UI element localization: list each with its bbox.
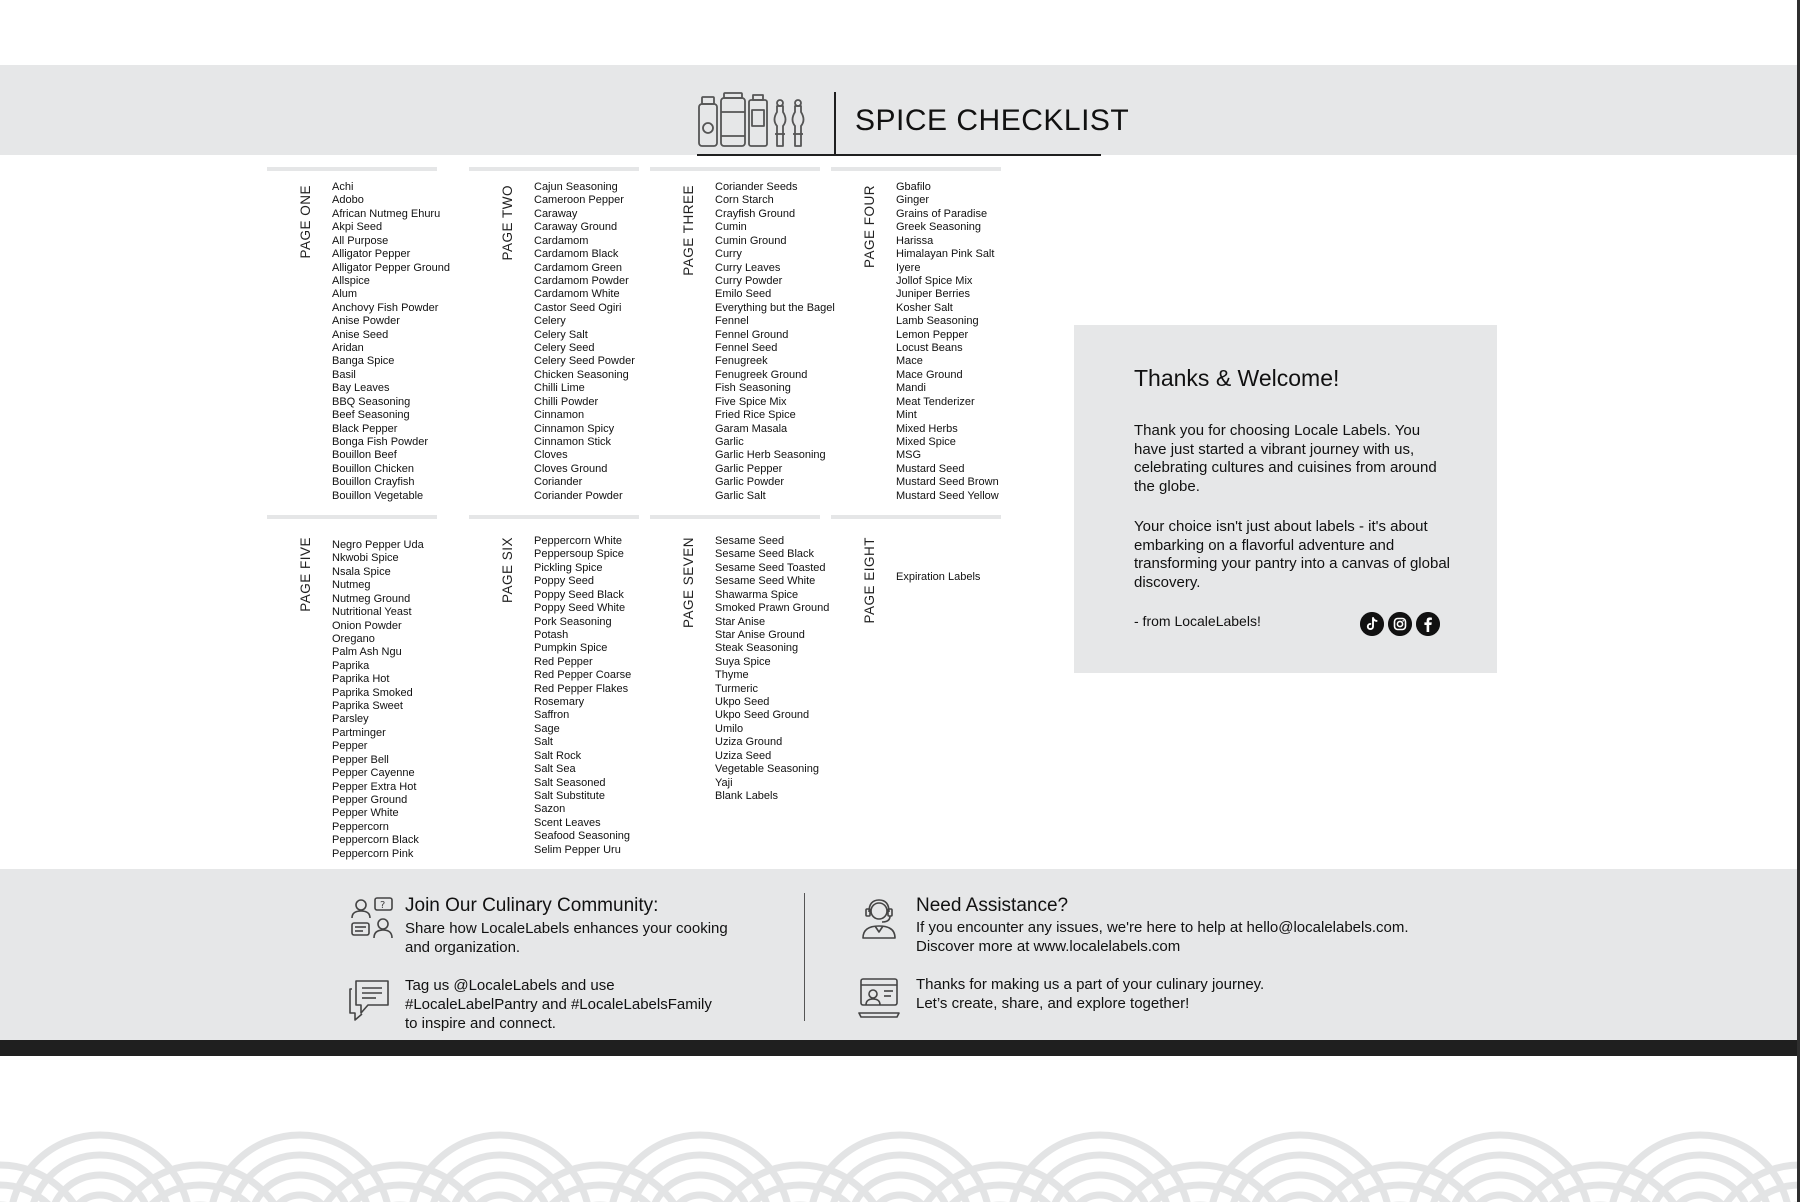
page-three-label: PAGE THREE bbox=[681, 185, 696, 276]
list-item: Nsala Spice bbox=[332, 565, 391, 578]
list-item: Cardamom Black bbox=[534, 248, 619, 261]
list-item: Ukpo Seed Ground bbox=[715, 709, 810, 722]
list-item: Poppy Seed White bbox=[534, 602, 626, 615]
header-underline bbox=[697, 154, 1101, 156]
list-item: Peppercorn White bbox=[534, 535, 623, 547]
wave-pattern bbox=[0, 1125, 1797, 1202]
list-item: Bouillon Vegetable bbox=[332, 489, 424, 502]
list-item: Chilli Powder bbox=[534, 395, 599, 408]
column-top-rule bbox=[650, 167, 820, 171]
thanks-card bbox=[1074, 325, 1497, 673]
list-item: Lamb Seasoning bbox=[896, 315, 979, 328]
list-item: Harissa bbox=[896, 234, 934, 247]
list-item: Cloves bbox=[534, 449, 568, 462]
list-item: Red Pepper Coarse bbox=[534, 669, 632, 682]
page-eight-label: PAGE EIGHT bbox=[862, 537, 877, 624]
assistance-line-2: Discover more at www.localelabels.com bbox=[916, 938, 1181, 955]
list-item: Celery bbox=[534, 315, 566, 328]
list-item: Juniper Berries bbox=[896, 288, 970, 301]
checklist-header bbox=[697, 92, 1130, 156]
support-headset-icon bbox=[857, 896, 903, 942]
thanks-paragraph-1: Thank you for choosing Locale Labels. You have just started a vibrant journey with us, celebrating cultures and cuisines from around the globe. bbox=[1134, 422, 1437, 495]
page-three-list bbox=[715, 181, 835, 503]
list-item: Red Pepper bbox=[534, 655, 593, 668]
list-item: Fish Seasoning bbox=[715, 382, 791, 395]
column-top-rule bbox=[831, 515, 1001, 519]
facebook-icon[interactable] bbox=[1416, 612, 1440, 636]
list-item: Anchovy Fish Powder bbox=[332, 301, 439, 314]
list-item: Smoked Prawn Ground bbox=[715, 602, 830, 615]
list-item: Crayfish Ground bbox=[715, 207, 796, 220]
page-six-label: PAGE SIX bbox=[500, 537, 515, 604]
list-item: Anise Powder bbox=[332, 315, 400, 328]
list-item: Uziza Ground bbox=[715, 736, 783, 749]
list-item: Coriander bbox=[534, 476, 583, 489]
page-two-list bbox=[534, 181, 635, 503]
list-item: Chicken Seasoning bbox=[534, 368, 629, 381]
list-item: Beef Seasoning bbox=[332, 409, 410, 422]
list-item: Paprika bbox=[332, 659, 370, 672]
list-item: Celery Seed Powder bbox=[534, 355, 635, 368]
list-item: Chilli Lime bbox=[534, 382, 585, 395]
list-item: Jollof Spice Mix bbox=[896, 274, 973, 287]
list-item: Salt Seasoned bbox=[534, 776, 606, 789]
list-item: Curry Leaves bbox=[715, 261, 781, 274]
header-divider bbox=[834, 92, 836, 154]
list-item: Blank Labels bbox=[715, 790, 778, 803]
list-item: Achi bbox=[332, 181, 354, 193]
column-top-rule bbox=[650, 515, 820, 519]
list-item: Thyme bbox=[715, 669, 749, 682]
list-item: Umilo bbox=[715, 722, 744, 735]
list-item: African Nutmeg Ehuru bbox=[332, 207, 441, 220]
list-item: Bay Leaves bbox=[332, 382, 390, 395]
list-item: Sage bbox=[534, 722, 560, 735]
page-two-label: PAGE TWO bbox=[500, 185, 515, 261]
list-item: Rosemary bbox=[534, 696, 585, 709]
list-item: Sesame Seed bbox=[715, 535, 785, 547]
list-item: Garlic Herb Seasoning bbox=[715, 449, 826, 462]
thanks-title: Thanks & Welcome! bbox=[1134, 365, 1340, 391]
assistance-thanks-line-1: Thanks for making us a part of your culinary journey. bbox=[916, 976, 1265, 993]
list-item: Star Anise bbox=[715, 615, 766, 628]
list-item: Salt bbox=[534, 736, 553, 749]
list-item: Fennel Seed bbox=[715, 342, 778, 355]
list-item: Celery Seed bbox=[534, 342, 595, 355]
page-eight-list bbox=[896, 571, 980, 584]
page-four-label: PAGE FOUR bbox=[862, 185, 877, 269]
list-item: Peppercorn bbox=[332, 820, 389, 833]
community-heading: Join Our Culinary Community: bbox=[405, 895, 659, 916]
spice-jars-icon bbox=[697, 92, 809, 148]
assistance-heading: Need Assistance? bbox=[916, 895, 1069, 916]
list-item: Pork Seasoning bbox=[534, 615, 612, 628]
list-item: Bouillon Crayfish bbox=[332, 476, 415, 489]
community-chat-icon bbox=[349, 896, 395, 942]
list-item: Castor Seed Ogiri bbox=[534, 301, 622, 314]
list-item: Cinnamon Spicy bbox=[534, 422, 615, 435]
list-item: Cumin Ground bbox=[715, 234, 787, 247]
list-item: Coriander Seeds bbox=[715, 181, 798, 193]
list-item: Garlic Powder bbox=[715, 476, 785, 489]
community-tag-line-3: to inspire and connect. bbox=[405, 1015, 556, 1032]
list-item: Curry bbox=[715, 248, 742, 261]
list-item: Saffron bbox=[534, 709, 570, 722]
list-item: Bonga Fish Powder bbox=[332, 436, 428, 449]
column-top-rule bbox=[469, 515, 639, 519]
assistance-line-1: If you encounter any issues, we're here to help at hello@localelabels.com. bbox=[916, 919, 1409, 936]
list-item: Garlic Salt bbox=[715, 489, 766, 502]
list-item: MSG bbox=[896, 449, 922, 462]
list-item: Mace bbox=[896, 355, 923, 368]
list-item: Cameroon Pepper bbox=[534, 194, 624, 207]
list-item: Celery Salt bbox=[534, 328, 588, 341]
list-item: Red Pepper Flakes bbox=[534, 682, 629, 695]
page-seven-list bbox=[715, 535, 829, 803]
list-item: Paprika Hot bbox=[332, 673, 390, 686]
list-item: Pepper Cayenne bbox=[332, 767, 415, 780]
list-item: Palm Ash Ngu bbox=[332, 646, 402, 659]
list-item: Salt Rock bbox=[534, 749, 582, 762]
page-title: SPICE CHECKLIST bbox=[855, 104, 1130, 137]
list-item: Aridan bbox=[332, 342, 364, 355]
page-six-list bbox=[534, 535, 631, 857]
list-item: Yaji bbox=[715, 776, 733, 789]
list-item: Cardamom White bbox=[534, 288, 620, 301]
list-item: Mustard Seed bbox=[896, 462, 965, 475]
list-item: Sesame Seed White bbox=[715, 575, 816, 588]
list-item: Banga Spice bbox=[332, 355, 395, 368]
list-item: Mustard Seed Brown bbox=[896, 476, 999, 489]
list-item: Five Spice Mix bbox=[715, 395, 787, 408]
list-item: Fried Rice Spice bbox=[715, 409, 796, 422]
list-item: Seafood Seasoning bbox=[534, 830, 631, 843]
svg-text:?: ? bbox=[380, 900, 386, 911]
list-item: Alum bbox=[332, 288, 358, 301]
list-item: Pepper White bbox=[332, 807, 399, 820]
list-item: Everything but the Bagel bbox=[715, 301, 835, 314]
instagram-icon[interactable] bbox=[1388, 612, 1412, 636]
list-item: Grains of Paradise bbox=[896, 207, 988, 220]
list-item: Pepper Bell bbox=[332, 753, 389, 766]
list-item: Shawarma Spice bbox=[715, 588, 799, 601]
list-item: Fenugreek Ground bbox=[715, 368, 808, 381]
list-item: Peppercorn Black bbox=[332, 834, 419, 847]
list-item: Cajun Seasoning bbox=[534, 181, 618, 193]
list-item: Cinnamon bbox=[534, 409, 585, 422]
list-item: Kosher Salt bbox=[896, 301, 953, 314]
list-item: Nkwobi Spice bbox=[332, 552, 399, 565]
list-item: Cardamom Powder bbox=[534, 274, 629, 287]
list-item: Potash bbox=[534, 628, 569, 641]
column-top-rule bbox=[831, 167, 1001, 171]
list-item: Pepper Ground bbox=[332, 794, 408, 807]
list-item: Ginger bbox=[896, 194, 930, 207]
list-item: Mace Ground bbox=[896, 368, 963, 381]
list-item: Nutmeg bbox=[332, 579, 371, 592]
list-item: Fennel bbox=[715, 315, 749, 328]
list-item: Alligator Pepper Ground bbox=[332, 261, 451, 274]
list-item: Meat Tenderizer bbox=[896, 395, 975, 408]
list-item: Coriander Powder bbox=[534, 489, 623, 502]
list-item: Cumin bbox=[715, 221, 747, 234]
list-item: Pepper bbox=[332, 740, 368, 753]
list-item: Pickling Spice bbox=[534, 561, 603, 574]
message-bubble-icon bbox=[346, 977, 392, 1023]
list-item: Himalayan Pink Salt bbox=[896, 248, 995, 261]
footer-black-bar bbox=[0, 1040, 1797, 1056]
page-four-list bbox=[896, 181, 999, 503]
list-item: Cardamom Green bbox=[534, 261, 623, 274]
list-item: Nutmeg Ground bbox=[332, 592, 411, 605]
column-top-rule bbox=[267, 515, 437, 519]
list-item: Cloves Ground bbox=[534, 462, 608, 475]
list-item: Ukpo Seed bbox=[715, 696, 770, 709]
list-item: Parsley bbox=[332, 713, 369, 726]
list-item: Anise Seed bbox=[332, 328, 389, 341]
list-item: Star Anise Ground bbox=[715, 628, 805, 641]
list-item: Scent Leaves bbox=[534, 816, 601, 829]
list-item: Sazon bbox=[534, 803, 566, 816]
list-item: Oregano bbox=[332, 632, 375, 645]
list-item: Vegetable Seasoning bbox=[715, 763, 819, 776]
list-item: Fennel Ground bbox=[715, 328, 789, 341]
list-item: Mixed Spice bbox=[896, 436, 956, 449]
list-item: Selim Pepper Uru bbox=[534, 843, 621, 856]
list-item: Peppersoup Spice bbox=[534, 548, 624, 561]
list-item: Lemon Pepper bbox=[896, 328, 969, 341]
list-item: Poppy Seed Black bbox=[534, 588, 624, 601]
list-item: Garlic bbox=[715, 436, 744, 449]
list-item: Nutritional Yeast bbox=[332, 606, 412, 619]
tiktok-icon[interactable] bbox=[1360, 612, 1384, 636]
list-item: All Purpose bbox=[332, 234, 389, 247]
community-line-1: Share how LocaleLabels enhances your cooking bbox=[405, 920, 728, 937]
list-item: Pumpkin Spice bbox=[534, 642, 608, 655]
list-item: Caraway Ground bbox=[534, 221, 618, 234]
page-seven-label: PAGE SEVEN bbox=[681, 537, 696, 629]
list-item: Curry Powder bbox=[715, 274, 783, 287]
community-tag-line-2: #LocaleLabelPantry and #LocaleLabelsFamily bbox=[405, 996, 712, 1013]
list-item: Cinnamon Stick bbox=[534, 436, 612, 449]
list-item: Peppercorn Pink bbox=[332, 847, 414, 860]
list-item: Alligator Pepper bbox=[332, 248, 411, 261]
list-item: Bouillon Beef bbox=[332, 449, 397, 462]
list-item: Negro Pepper Uda bbox=[332, 539, 424, 551]
list-item: Sesame Seed Toasted bbox=[715, 561, 826, 574]
list-item: Turmeric bbox=[715, 682, 758, 695]
thanks-signature: - from LocaleLabels! bbox=[1134, 613, 1261, 629]
list-item: Sesame Seed Black bbox=[715, 548, 815, 561]
list-item: Suya Spice bbox=[715, 655, 771, 668]
list-item: Allspice bbox=[332, 274, 370, 287]
social-links bbox=[1360, 612, 1440, 636]
list-item: Salt Substitute bbox=[534, 790, 605, 803]
list-item: Mandi bbox=[896, 382, 926, 395]
list-item: Fenugreek bbox=[715, 355, 768, 368]
list-item: Gbafilo bbox=[896, 181, 931, 193]
list-item: Greek Seasoning bbox=[896, 221, 981, 234]
list-item: Mixed Herbs bbox=[896, 422, 958, 435]
list-item: Adobo bbox=[332, 194, 364, 207]
list-item: Steak Seasoning bbox=[715, 642, 799, 655]
thanks-paragraph-2: Your choice isn't just about labels - it's about embarking on a flavorful adventure and transforming your pantry into a canvas of global discovery. bbox=[1134, 518, 1451, 591]
page-five-label: PAGE FIVE bbox=[298, 537, 313, 612]
list-item: Paprika Sweet bbox=[332, 700, 403, 713]
list-item: Onion Powder bbox=[332, 619, 402, 632]
community-tag-line-1: Tag us @LocaleLabels and use bbox=[405, 977, 615, 994]
list-item: Mint bbox=[896, 409, 917, 422]
list-item: Cardamom bbox=[534, 234, 589, 247]
page-one-label: PAGE ONE bbox=[298, 185, 313, 259]
list-item: BBQ Seasoning bbox=[332, 395, 411, 408]
list-item: Iyere bbox=[896, 261, 921, 274]
list-item: Corn Starch bbox=[715, 194, 774, 207]
list-item: Garlic Pepper bbox=[715, 462, 783, 475]
list-item: Basil bbox=[332, 368, 356, 381]
list-item: Partminger bbox=[332, 726, 386, 739]
list-item: Locust Beans bbox=[896, 342, 963, 355]
page-five-list bbox=[332, 539, 424, 861]
list-item: Bouillon Chicken bbox=[332, 462, 414, 475]
list-item: Garam Masala bbox=[715, 422, 788, 435]
laptop-team-icon bbox=[857, 975, 903, 1021]
list-item: Mustard Seed Yellow bbox=[896, 489, 999, 502]
list-item: Salt Sea bbox=[534, 763, 576, 776]
assistance-thanks-line-2: Let’s create, share, and explore together! bbox=[916, 995, 1190, 1012]
list-item: Caraway bbox=[534, 207, 578, 220]
list-item: Poppy Seed bbox=[534, 575, 594, 588]
list-item: Uziza Seed bbox=[715, 749, 772, 762]
list-item: Black Pepper bbox=[332, 422, 398, 435]
community-line-2: and organization. bbox=[405, 939, 521, 956]
list-item: Emilo Seed bbox=[715, 288, 772, 301]
column-top-rule bbox=[267, 167, 437, 171]
page-one-list bbox=[332, 181, 450, 503]
list-item: Paprika Smoked bbox=[332, 686, 413, 699]
list-item: Pepper Extra Hot bbox=[332, 780, 417, 793]
column-top-rule bbox=[469, 167, 639, 171]
footer-divider bbox=[804, 893, 805, 1021]
list-item: Expiration Labels bbox=[896, 571, 981, 583]
list-item: Akpi Seed bbox=[332, 221, 383, 234]
